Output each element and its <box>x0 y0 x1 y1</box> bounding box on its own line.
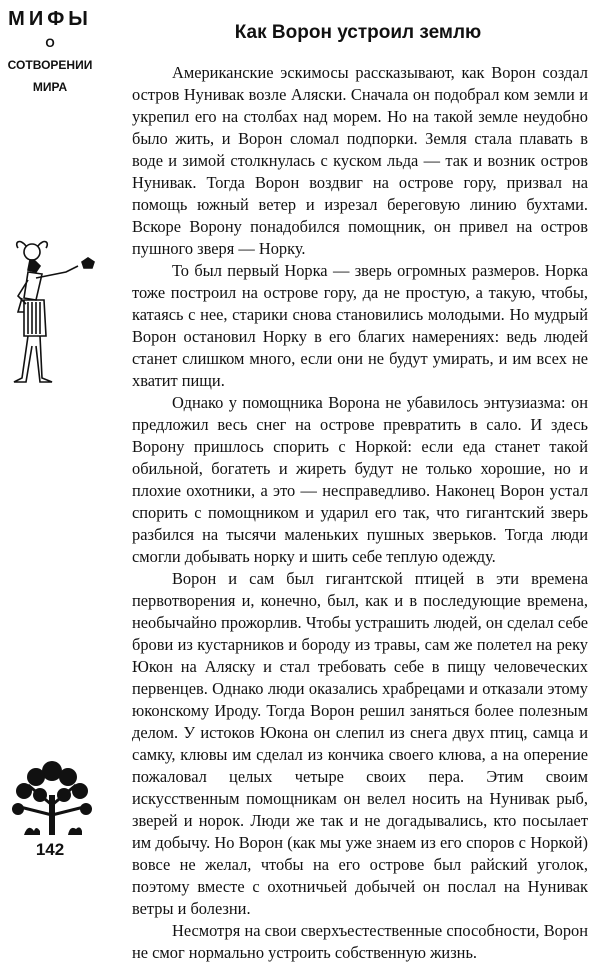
decorative-tree-illustration <box>6 755 98 837</box>
paragraph: Американские эскимосы рассказывают, как Ворон создал остров Нунивак возле Аляски. Сначала он подобрал ком земли и укрепил его на столбах над морем. Но на такой земле неудобно было жить, и Ворон сломал подпорки. Земля стала плавать в воде и зимой столкнулась с куском льда — так и возник остров Нунивак. Тогда Ворон воздвиг на острове гору, призвал на помощь южный ветер и изрезал береговую линию бухтами. Вскоре Ворону понадобился помощник, он привел на остров пушного зверя — Норку. <box>132 63 588 258</box>
series-title <box>4 8 96 96</box>
paragraph: Однако у помощника Ворона не убавилось энтузиазма: он предложил весь снег на острове превратить в сало. И здесь Ворону пришлось спорить с Норкой: если еда станет такой обильной, богатеть и жиреть будут не только хорошие, но и плохие охотники, а это — несправедливо. Наконец Ворон устал спорить с помощником и ударил его так, что гигантский зверь разбился на тысячи маленьких пушных зверьков. Тогда люди смогли добывать норку и шить себе теплую одежду. <box>132 393 588 566</box>
article-title: Как Ворон устроил землю <box>234 22 482 43</box>
paragraph: То был первый Норка — зверь огромных размеров. Норка тоже построил на острове гору, да не простую, а такую, чтобы, катаясь с нее, старики снова становились молодыми. Но мудрый Ворон остановил Норку в его благих намерениях: ведь людей станет слишком много, если они не будут умирать, и им всех не хватит пищи. <box>132 261 588 390</box>
sidebar <box>0 0 100 874</box>
page-number: 142 <box>35 840 65 859</box>
paragraph: Несмотря на свои сверхъестественные способности, Ворон не смог нормально устроить собственную жизнь. <box>132 921 588 962</box>
series-title-line1: МИФЫ <box>8 8 92 30</box>
egyptian-deity-illustration <box>6 238 116 388</box>
series-title-line2: О СОТВОРЕНИИ <box>7 36 93 72</box>
article-body <box>132 62 588 964</box>
series-title-line3: МИРА <box>32 80 68 94</box>
paragraph: Ворон и сам был гигантской птицей в эти времена первотворения и, конечно, был, как и в последующие времена, необычайно прожорлив. Чтобы устрашить людей, он сделал себе брови из кустарников и бороду из травы, сам же полетел на реку Юкон на Аляску и стал требовать себе в пищу человеческих первенцев. Однако люди оказались храбрецами и отказали этому юконскому Ироду. Тогда Ворон решил заняться более полезным делом. У истоков Юкона он слепил из снега двух птиц, самца и самку, клювы им сделал из кончика своего клюва, а на оперение пожаловал целых четыре своих пера. Этим своим искусственным помощникам он велел носить на Нунивак рыб, зверей и норок. Люди же так и не догадывались, кто посылает им добычу. Но Ворон (как мы уже знаем из его споров с Норкой) вовсе не желал, чтобы на его острове был райский уголок, поэтому вместе с охотничьей добычей он послал на Нунивак ветры и болезни. <box>132 569 588 918</box>
